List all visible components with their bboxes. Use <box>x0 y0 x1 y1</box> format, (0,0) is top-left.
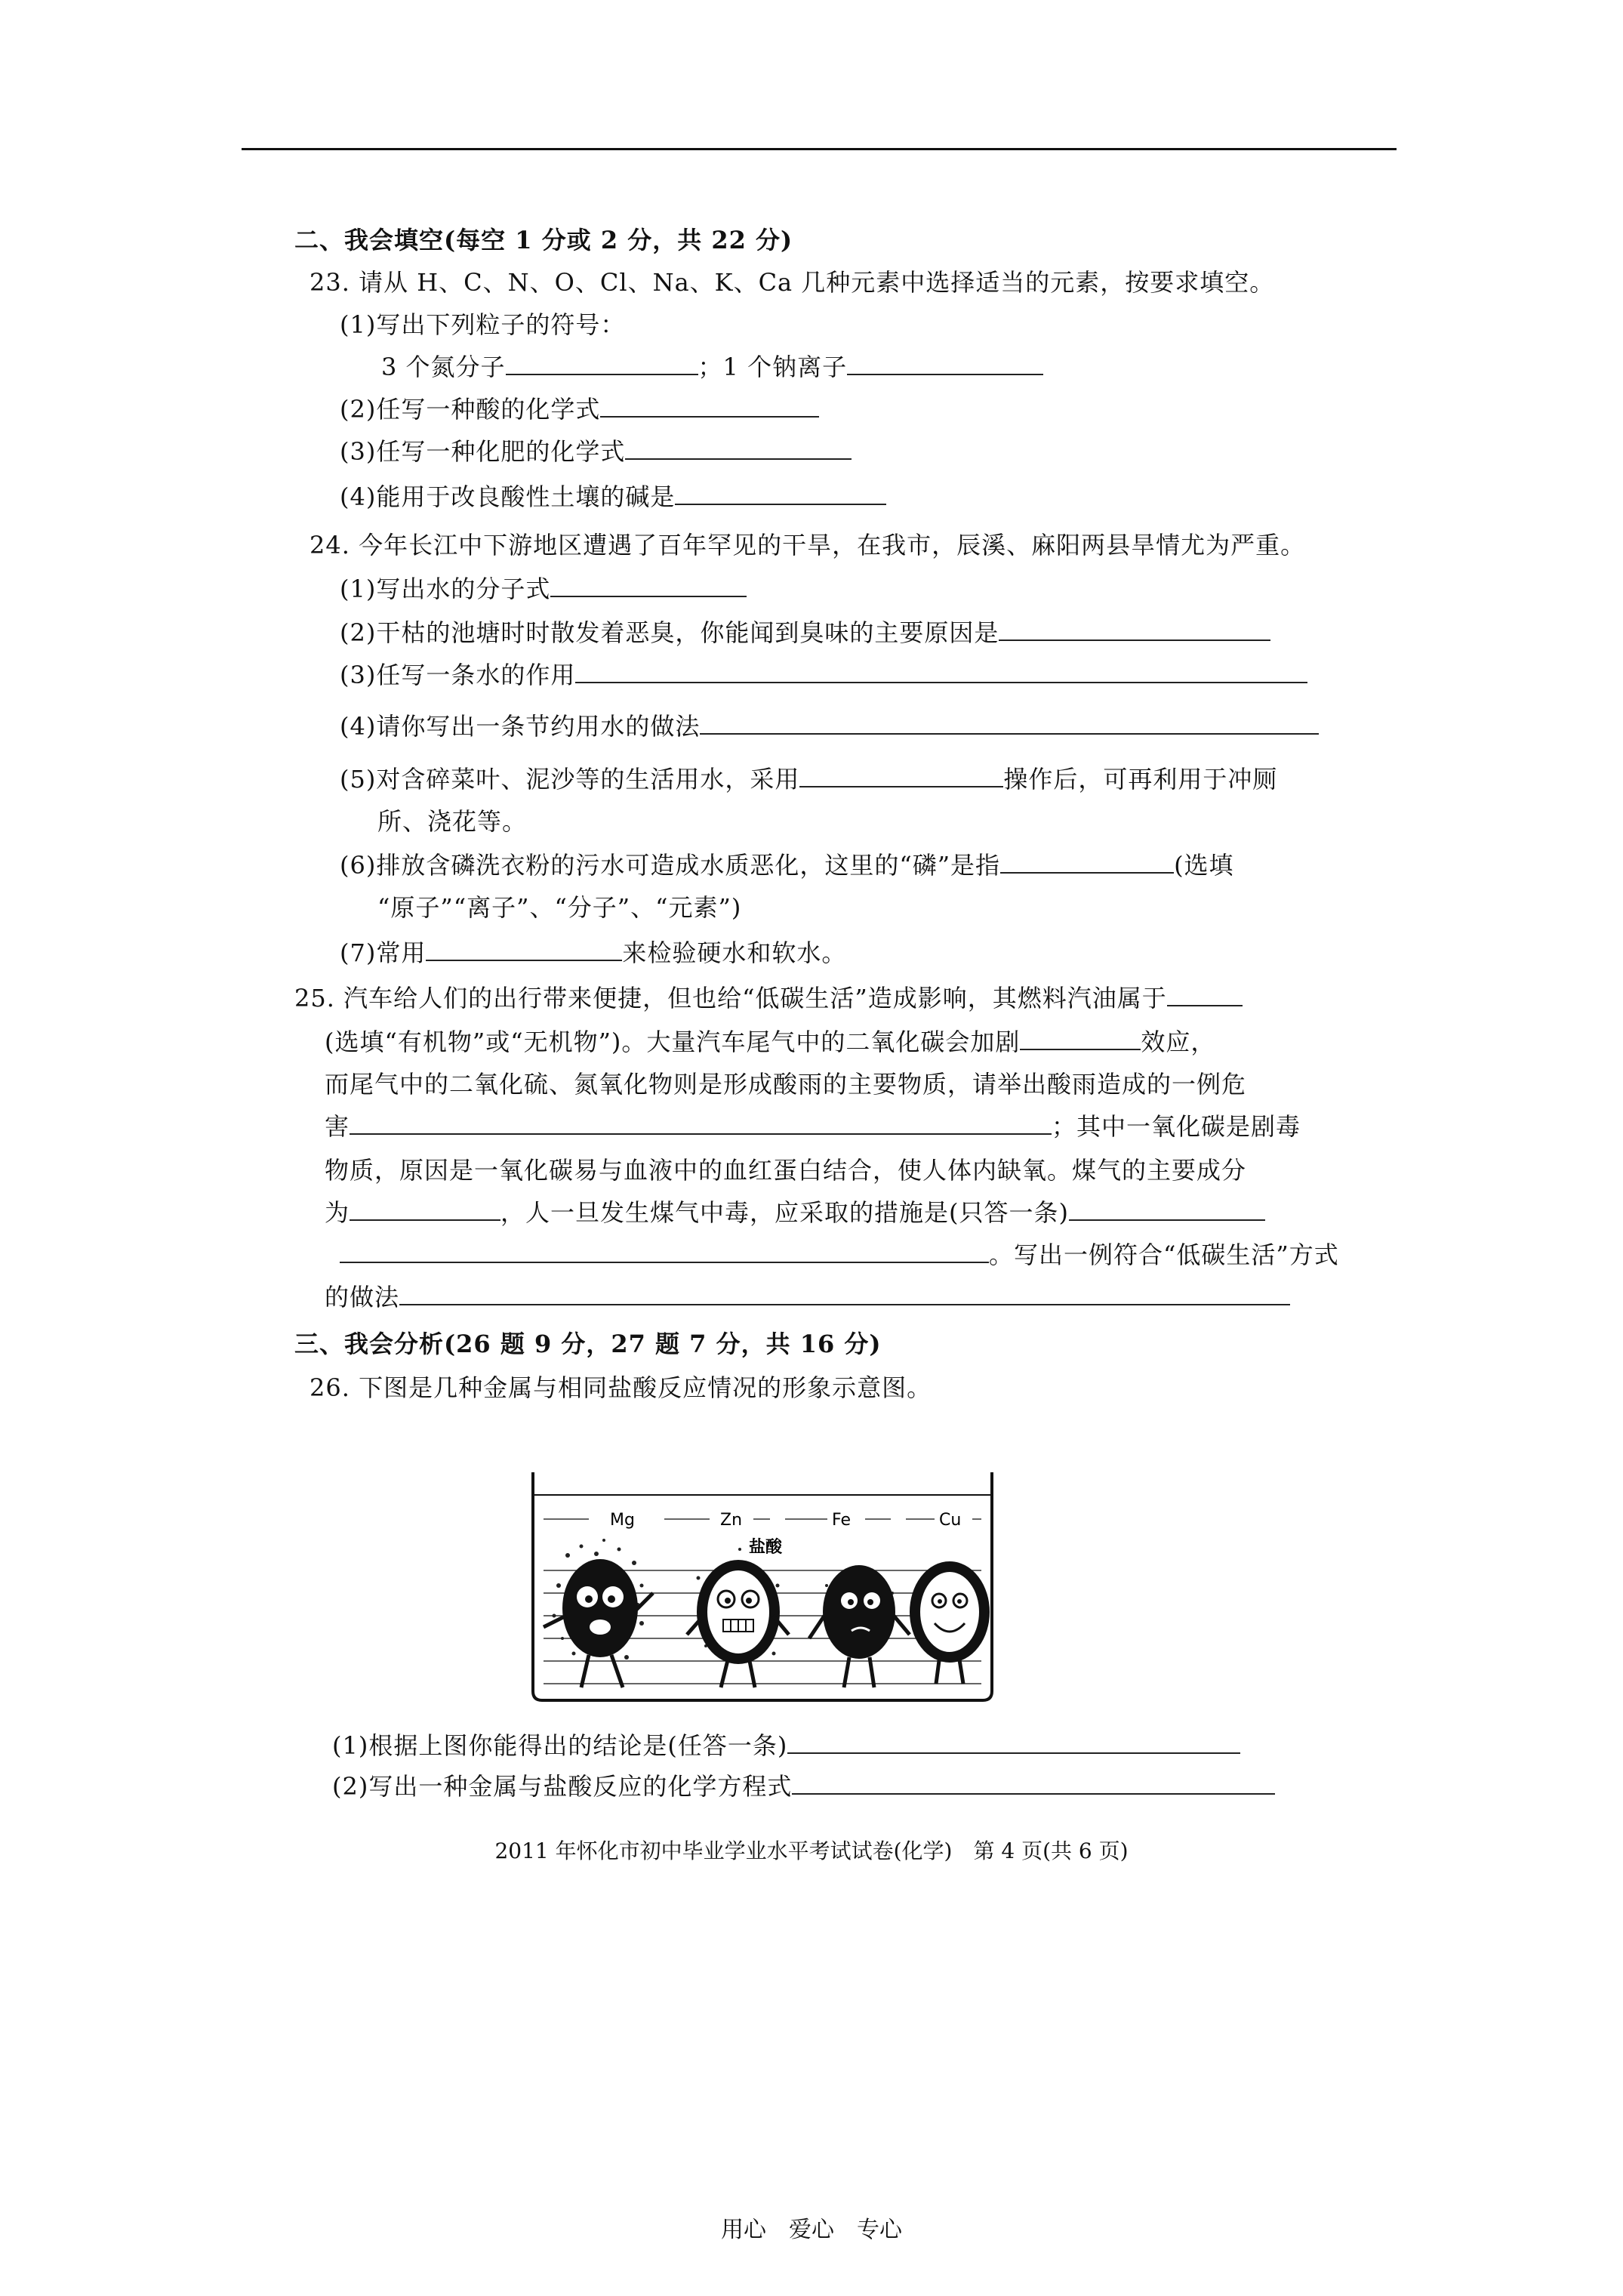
metal-label-mg: Mg <box>610 1511 635 1530</box>
fe-character <box>809 1565 910 1687</box>
q25-l5: 物质，原因是一氧化碳易与血液中的血红蛋白结合，使人体内缺氧。煤气的主要成分 <box>325 1156 1247 1185</box>
q25-l2a: (选填“有机物”或“无机物”)。大量汽车尾气中的二氧化碳会加剧 <box>325 1028 1021 1056</box>
q23-stem: 23. 请从 H、C、N、O、Cl、Na、K、Ca 几种元素中选择适当的元素，按要求填空。 <box>310 268 1275 297</box>
q23-p2-line <box>340 393 819 426</box>
q24-stem: 24. 今年长江中下游地区遭遇了百年罕见的干旱，在我市，辰溪、麻阳两县旱情尤为严重。 <box>310 531 1306 559</box>
q24-p1-line <box>340 572 747 606</box>
metal-label-zn: Zn <box>720 1511 743 1530</box>
q23-p1a: 3 个氮分子 <box>381 353 506 381</box>
q24-p4: (4)请你写出一条节约用水的做法 <box>340 712 701 741</box>
zn-character <box>687 1548 789 1687</box>
answer-blank[interactable] <box>426 940 622 961</box>
answer-blank[interactable] <box>787 1733 1240 1754</box>
q26-stem: 26. 下图是几种金属与相同盐酸反应情况的形象示意图。 <box>310 1373 932 1402</box>
q25-l6b: ，人一旦发生煤气中毒，应采取的措施是(只答一条) <box>500 1198 1069 1227</box>
q24-p7a: (7)常用 <box>340 938 427 967</box>
q26-p1: (1)根据上图你能得出的结论是(任答一条) <box>332 1731 788 1760</box>
q24-p3-line <box>340 658 1307 692</box>
q23-p2: (2)任写一种酸的化学式 <box>340 395 601 424</box>
q25-l4a: 害 <box>325 1112 350 1141</box>
q25-line8 <box>325 1281 1290 1314</box>
answer-blank[interactable] <box>575 662 1307 683</box>
mg-character <box>544 1539 653 1687</box>
top-rule <box>242 148 1397 150</box>
q23-p4-line <box>340 480 886 513</box>
q24-p5c: 所、浇花等。 <box>377 807 528 836</box>
q24-p6-line <box>340 849 1234 882</box>
q25-line4 <box>325 1110 1301 1143</box>
metal-label-cu: Cu <box>939 1511 962 1530</box>
section3-heading: 三、我会分析(26 题 9 分，27 题 7 分，共 16 分) <box>294 1330 882 1358</box>
q23-p4: (4)能用于改良酸性土壤的碱是 <box>340 482 676 511</box>
q24-p4-line <box>340 710 1319 743</box>
q26-p2: (2)写出一种金属与盐酸反应的化学方程式 <box>332 1772 793 1801</box>
q25-line2 <box>325 1025 1215 1059</box>
q25-l6a: 为 <box>325 1198 350 1227</box>
slogan-footer: 用心 爱心 专心 <box>721 2217 902 2243</box>
q24-p2-line <box>340 616 1270 649</box>
answer-blank[interactable] <box>350 1200 500 1221</box>
q24-p7-line <box>340 936 846 969</box>
q26-p2-line <box>332 1770 1275 1803</box>
answer-blank[interactable] <box>506 354 698 375</box>
acid-label: 盐酸 <box>749 1537 783 1557</box>
answer-blank[interactable] <box>625 439 852 460</box>
q23-p3: (3)任写一种化肥的化学式 <box>340 437 626 466</box>
q24-p3: (3)任写一条水的作用 <box>340 661 576 689</box>
q24-p7b: 来检验硬水和软水。 <box>622 938 847 967</box>
answer-blank[interactable] <box>399 1284 1290 1305</box>
q25-l4b: ；其中一氧化碳是剧毒 <box>1052 1112 1301 1141</box>
answer-blank[interactable] <box>1069 1200 1265 1221</box>
q24-p6a: (6)排放含磷洗衣粉的污水可造成水质恶化，这里的“磷”是指 <box>340 851 1001 880</box>
q25-line7 <box>340 1238 1339 1271</box>
answer-blank[interactable] <box>1167 985 1243 1006</box>
q25-l1: 25. 汽车给人们的出行带来便捷，但也给“低碳生活”造成影响，其燃料汽油属于 <box>294 984 1167 1012</box>
q26-p1-line <box>332 1729 1240 1762</box>
q24-p5a: (5)对含碎菜叶、泥沙等的生活用水，采用 <box>340 765 800 794</box>
answer-blank[interactable] <box>1020 1029 1141 1050</box>
q24-p6c: “原子”“离子”、“分子”、“元素”) <box>377 893 742 922</box>
q23-p1b: ；1 个钠离子 <box>698 353 848 381</box>
metal-label-fe: Fe <box>832 1511 851 1530</box>
exam-footer: 2011 年怀化市初中毕业学业水平考试试卷(化学) 第 4 页(共 6 页) <box>494 1838 1129 1863</box>
q25-l7: 。写出一例符合“低碳生活”方式 <box>989 1240 1339 1269</box>
q24-p5-line <box>340 763 1277 796</box>
q24-p6b: (选填 <box>1174 851 1234 880</box>
q24-p1: (1)写出水的分子式 <box>340 575 551 603</box>
answer-blank[interactable] <box>700 713 1319 735</box>
answer-blank[interactable] <box>675 484 886 505</box>
answer-blank[interactable] <box>340 1242 989 1263</box>
q25-line1 <box>294 982 1243 1015</box>
q24-p5b: 操作后，可再利用于冲厕 <box>1003 765 1278 794</box>
q25-l8: 的做法 <box>325 1283 400 1311</box>
answer-blank[interactable] <box>600 396 819 418</box>
answer-blank[interactable] <box>999 620 1270 641</box>
q24-p2: (2)干枯的池塘时时散发着恶臭，你能闻到臭味的主要原因是 <box>340 618 999 647</box>
answer-blank[interactable] <box>350 1114 1052 1135</box>
cu-character <box>915 1567 984 1684</box>
answer-blank[interactable] <box>847 354 1043 375</box>
section2-heading: 二、我会填空(每空 1 分或 2 分，共 22 分) <box>294 226 793 254</box>
q25-l3: 而尾气中的二氧化硫、氮氧化物则是形成酸雨的主要物质，请举出酸雨造成的一例危 <box>325 1070 1247 1099</box>
answer-blank[interactable] <box>792 1774 1275 1795</box>
q25-line6 <box>325 1196 1265 1229</box>
metals-acid-figure <box>528 1465 996 1706</box>
answer-blank[interactable] <box>550 576 747 597</box>
q23-p1: (1)写出下列粒子的符号： <box>340 310 626 339</box>
answer-blank[interactable] <box>799 766 1003 787</box>
answer-blank[interactable] <box>1000 852 1174 874</box>
q25-l2b: 效应， <box>1141 1028 1216 1056</box>
q23-p1-line <box>381 350 1043 384</box>
q23-p3-line <box>340 435 852 468</box>
